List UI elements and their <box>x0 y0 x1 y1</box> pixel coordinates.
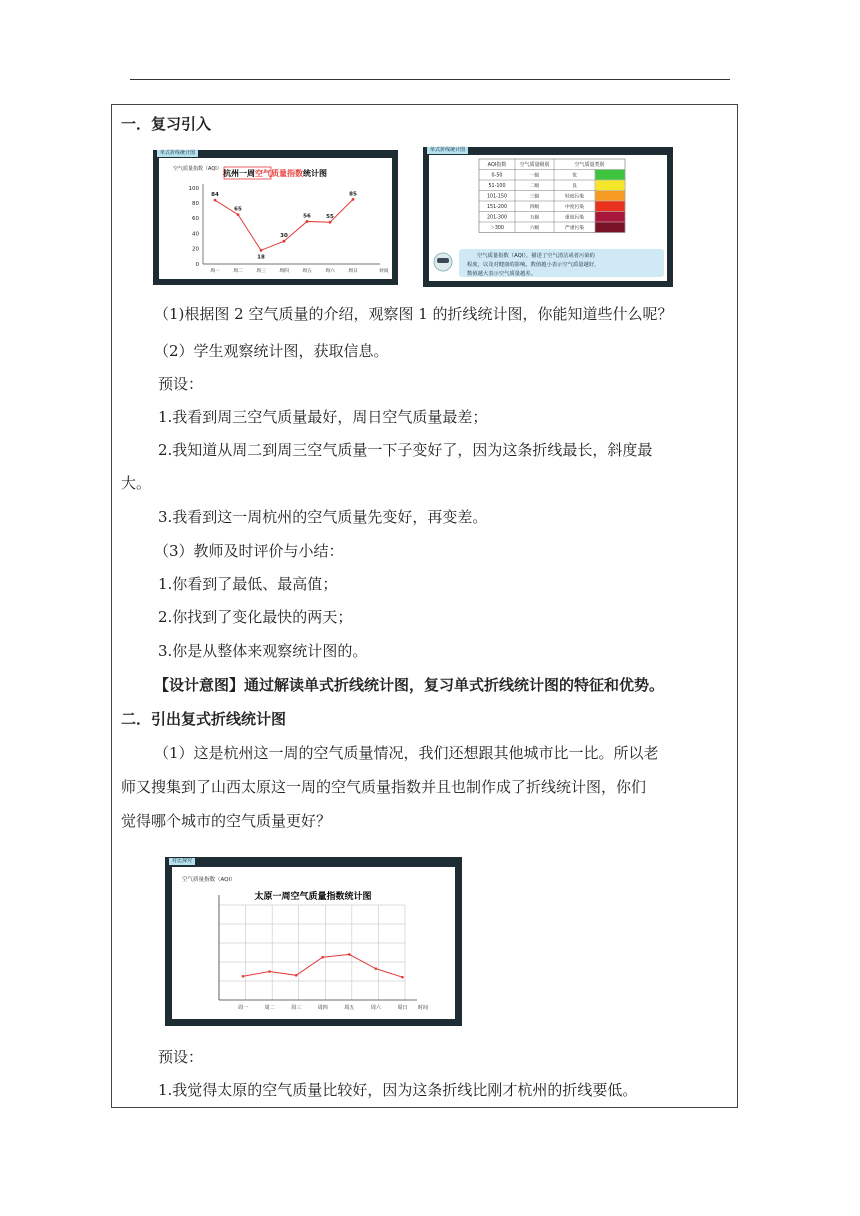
taiyuan-chart-slide <box>165 857 462 1026</box>
table-cell: 0-50 <box>491 173 503 179</box>
slide-tag: 单式折线统计图 <box>157 150 198 157</box>
hangzhou-line-chart <box>159 158 392 279</box>
aqi-color-swatch <box>595 222 624 232</box>
chart-title: 太原一周空气质量指数统计图 <box>254 892 372 902</box>
data-point <box>306 220 309 223</box>
s2-p1a: （1）这是杭州这一周的空气质量情况，我们还想跟其他城市比一比。所以老 <box>154 744 659 762</box>
y-tick-label: 20 <box>192 246 199 253</box>
data-point <box>295 974 298 977</box>
table-cell: 轻度污染 <box>564 194 585 200</box>
y-axis-label: 空气质量指数（AQI） <box>173 166 222 172</box>
s1-p3: 预设： <box>158 375 204 393</box>
data-point <box>352 198 355 201</box>
slide-tag: 对比探究 <box>169 858 195 865</box>
x-tick-label: 周一 <box>237 1005 249 1011</box>
y-tick-label: 40 <box>192 231 199 238</box>
data-point <box>268 970 271 973</box>
chart-title-pre: 杭州一周 <box>223 169 255 178</box>
data-label: 85 <box>349 191 357 198</box>
x-tick-label: 周二 <box>264 1005 275 1011</box>
table-cell: 四级 <box>529 205 540 210</box>
slide-tag: 单式折线统计图 <box>427 147 468 154</box>
data-point <box>214 199 217 202</box>
header-rule <box>130 79 730 80</box>
s1-p4: 1.我看到周三空气质量最好，周日空气质量最差； <box>158 408 488 426</box>
s2-p2: 预设： <box>158 1048 204 1066</box>
design-intent: 【设计意图】通过解读单式折线统计图，复习单式折线统计图的特征和优势。 <box>154 676 665 694</box>
taiyuan-chart-panel <box>172 867 455 1019</box>
table-header: 空气质量类别 <box>574 162 605 168</box>
data-point <box>283 240 286 243</box>
data-point <box>237 213 240 216</box>
note-line-2: 程度，以及对健康的影响。数值越小表示空气质量越好， <box>467 262 600 268</box>
data-label: 30 <box>280 233 288 240</box>
aqi-color-swatch <box>595 180 624 190</box>
x-tick-label: 周二 <box>233 269 243 274</box>
table-cell: ＞300 <box>490 226 504 231</box>
note-line-1: 空气质量指数（AQI），描述了空气清洁或者污染的 <box>477 253 595 259</box>
hangzhou-chart-slide <box>153 150 398 285</box>
data-point <box>242 975 245 978</box>
section1-title: 一．复习引入 <box>121 115 212 133</box>
x-tick-label: 周日 <box>397 1005 408 1011</box>
x-tick-label: 周一 <box>210 269 220 274</box>
x-tick-label: 周五 <box>344 1005 355 1011</box>
table-header: 空气质量级别 <box>519 162 550 168</box>
aqi-table <box>429 155 667 281</box>
data-label: 55 <box>326 214 334 221</box>
chart-title <box>223 168 327 178</box>
chart-marks <box>242 953 404 978</box>
s1-p5a: 2.我知道从周二到周三空气质量一下子变好了，因为这条折线最长，斜度最 <box>158 441 653 459</box>
table-cell: 201-300 <box>486 215 508 221</box>
y-tick-label: 60 <box>192 216 199 223</box>
y-axis-label: 空气质量指数（AQI） <box>182 877 236 883</box>
robot-visor-icon <box>437 258 449 263</box>
x-axis-label: 时间 <box>417 1005 429 1011</box>
aqi-color-swatch <box>595 212 624 222</box>
table-cell: 五级 <box>529 215 540 221</box>
table-cell: 良 <box>572 184 577 189</box>
data-label: 56 <box>303 213 311 220</box>
data-label: 84 <box>211 192 219 199</box>
table-cell: 一级 <box>529 173 540 179</box>
x-tick-label: 周六 <box>325 269 335 274</box>
table-cell: 中度污染 <box>564 205 585 210</box>
x-tick-label: 周日 <box>348 269 358 274</box>
data-point <box>401 976 404 979</box>
s1-p1: （1)根据图 2 空气质量的介绍，观察图 1 的折线统计图，你能知道些什么呢？ <box>154 305 673 323</box>
x-tick-label: 周五 <box>302 269 312 274</box>
s1-p2: （2）学生观察统计图，获取信息。 <box>154 342 389 360</box>
x-tick-label: 周四 <box>317 1005 328 1011</box>
x-tick-label: 周六 <box>370 1005 381 1011</box>
aqi-table-grid <box>479 159 625 233</box>
data-point <box>375 967 378 970</box>
hangzhou-chart-panel <box>159 158 392 279</box>
x-axis-label: 时间 <box>379 269 389 274</box>
x-tick-label: 周四 <box>279 269 289 274</box>
y-tick-label: 100 <box>188 185 199 192</box>
table-header: AQI指数 <box>487 162 507 168</box>
s2-p3: 1.我觉得太原的空气质量比较好，因为这条折线比刚才杭州的折线要低。 <box>158 1081 638 1099</box>
aqi-color-swatch <box>595 191 624 201</box>
table-cell: 重度污染 <box>564 215 585 221</box>
s1-p6: 3.我看到这一周杭州的空气质量先变好，再变差。 <box>158 508 488 526</box>
s1-p10: 3.你是从整体来观察统计图的。 <box>158 642 368 660</box>
x-tick-label: 周三 <box>256 269 266 274</box>
s1-p7: （3）教师及时评价与小结： <box>154 542 344 560</box>
s1-p9: 2.你找到了变化最快的两天； <box>158 608 353 626</box>
s1-p8: 1.你看到了最低、最高值； <box>158 575 338 593</box>
x-tick-label: 周三 <box>291 1005 302 1011</box>
data-point <box>260 249 263 252</box>
aqi-color-swatch <box>595 170 624 180</box>
s1-p5b: 大。 <box>121 474 152 492</box>
table-cell: 严重污染 <box>564 226 585 231</box>
data-point <box>348 953 351 956</box>
aqi-table-panel <box>429 155 667 281</box>
taiyuan-line-chart <box>172 867 455 1019</box>
table-cell: 51-100 <box>488 184 506 189</box>
robot-icon <box>434 253 452 271</box>
table-cell: 六级 <box>529 226 540 231</box>
table-cell: 二级 <box>529 184 540 189</box>
y-tick-label: 80 <box>192 201 199 207</box>
note-line-3: 数值越大表示空气质量越差。 <box>467 271 536 277</box>
data-label: 65 <box>234 206 242 213</box>
axes <box>219 895 428 1011</box>
data-point <box>329 221 332 224</box>
section2-title: 二．引出复式折线统计图 <box>121 710 287 728</box>
chart-marks <box>211 191 357 260</box>
table-cell: 151-200 <box>486 205 508 210</box>
s2-p1c: 觉得哪个城市的空气质量更好？ <box>121 812 332 830</box>
table-cell: 101-150 <box>486 194 508 200</box>
table-cell: 优 <box>572 173 577 179</box>
table-cell: 三级 <box>529 194 540 200</box>
aqi-color-swatch <box>595 201 624 211</box>
data-label: 18 <box>257 254 265 261</box>
chart-title-highlight: 空气质量指数 <box>255 169 303 178</box>
data-point <box>321 956 324 959</box>
y-tick-label: 0 <box>195 261 199 268</box>
chart-title-post: 统计图 <box>303 169 327 178</box>
aqi-table-slide <box>423 147 673 287</box>
s2-p1b: 师又搜集到了山西太原这一周的空气质量指数并且也制作成了折线统计图，你们 <box>121 778 647 796</box>
